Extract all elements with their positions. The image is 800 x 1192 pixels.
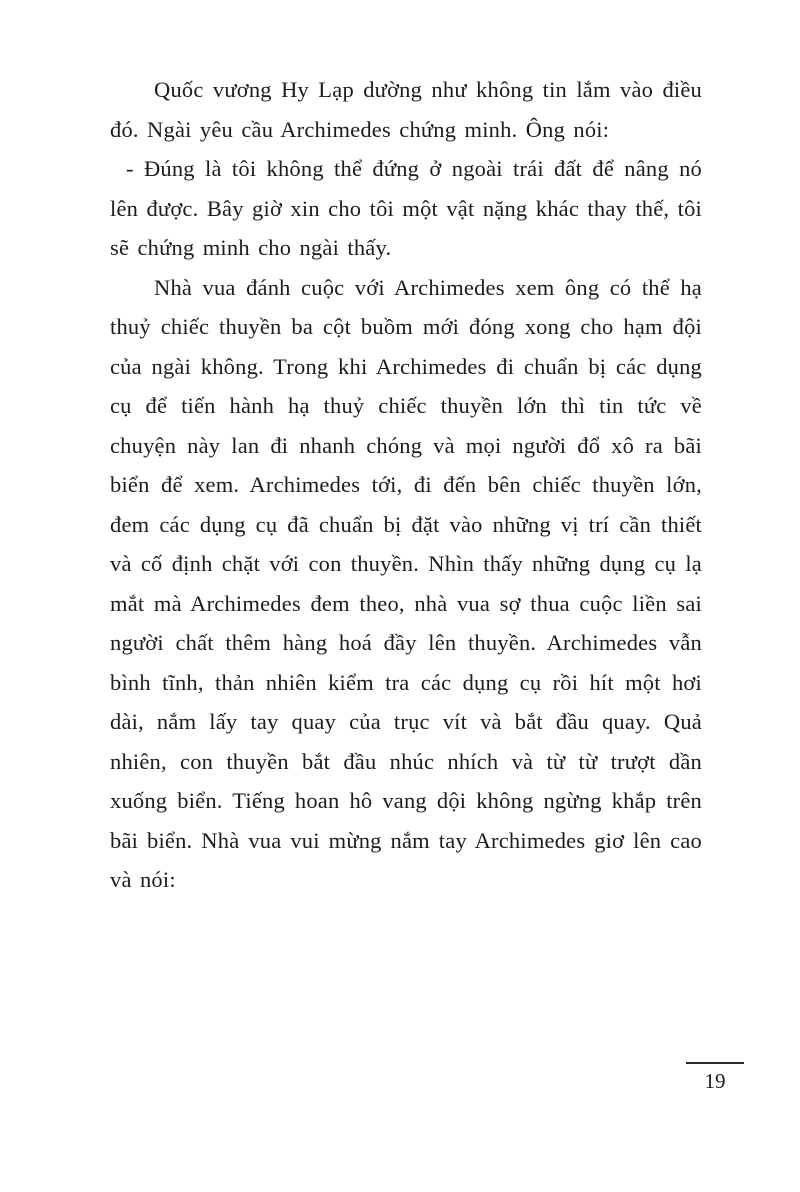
page-number-box [686,1062,744,1094]
paragraph: Quốc vương Hy Lạp dường như không tin lắm vào điều đó. Ngài yêu cầu Archimedes chứng minh. Ông nói: [110,77,702,142]
page-text-block [110,70,702,900]
page-number-rule [686,1062,744,1064]
paragraph-dialogue: - Đúng là tôi không thể đứng ở ngoài trái đất để nâng nó lên được. Bây giờ xin cho tôi một vật nặng khác thay thế, tôi sẽ chứng minh cho ngài thấy. [110,156,702,260]
paragraph: Nhà vua đánh cuộc với Archimedes xem ông có thể hạ thuỷ chiếc thuyền ba cột buồm mới đóng xong cho hạm đội của ngài không. Trong khi Archimedes đi chuẩn bị các dụng cụ để tiến hành hạ thuỷ chiếc thuyền lớn thì tin tức về chuyện này lan đi nhanh chóng và mọi người đổ xô ra bãi biển để xem. Archimedes tới, đi đến bên chiếc thuyền lớn, đem các dụng cụ đã chuẩn bị đặt vào những vị trí cần thiết và cố định chặt với con thuyền. Nhìn thấy những dụng cụ lạ mắt mà Archimedes đem theo, nhà vua sợ thua cuộc liền sai người chất thêm hàng hoá đầy lên thuyền. Archimedes vẫn bình tĩnh, thản nhiên kiểm tra các dụng cụ rồi hít một hơi dài, nắm lấy tay quay của trục vít và bắt đầu quay. Quả nhiên, con thuyền bắt đầu nhúc nhích và từ từ trượt dần xuống biển. Tiếng hoan hô vang dội không ngừng khắp trên bãi biển. Nhà vua vui mừng nắm tay Archimedes giơ lên cao và nói: [110,274,702,892]
page-number: 19 [704,1069,726,1093]
